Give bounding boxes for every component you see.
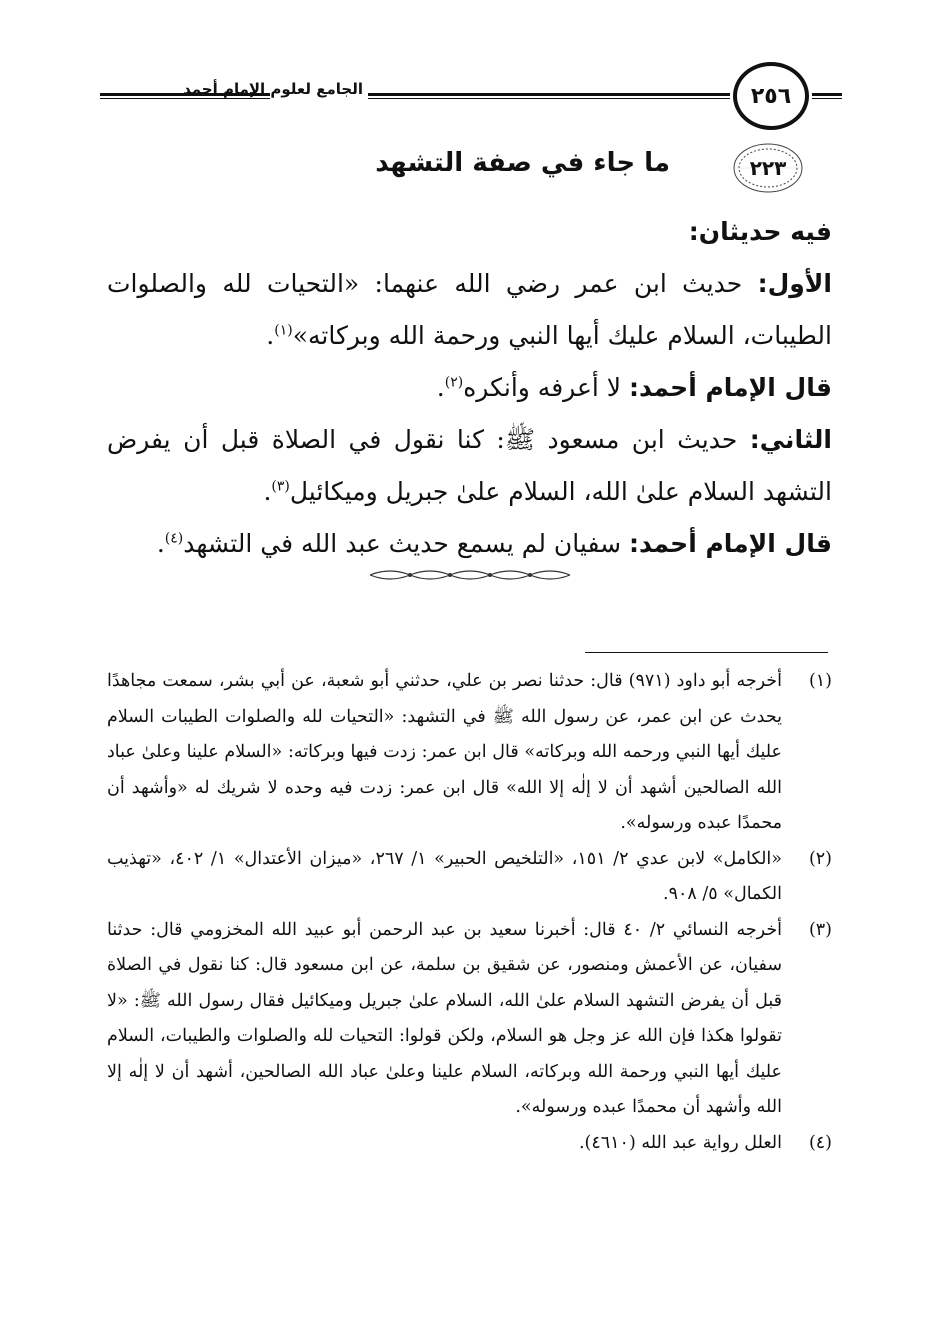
comment-paragraph xyxy=(107,362,832,414)
footnote-number: (١) xyxy=(808,671,832,691)
footnote-text: العلل رواية عبد الله (٤٦١٠). xyxy=(578,1132,782,1153)
footnote-text: أخرجه النسائي ٢/ ٤٠ قال: أخبرنا سعيد بن عبد الرحمن أبو عبيد الله المخزومي قال: حدثنا سفيان، عن الأعمش ومنصور، عن شقيق بن سلمة، عن ابن مسعود قال: كنا نقول في الصلاة قبل أن يفرض التشهد السلام علىٰ الله، السلام علىٰ جبريل وميكائيل فقال رسول الله ﷺ: «لا تقولوا هكذا فإن الله عز وجل هو السلام، ولكن قولوا: التحيات لله والصلوات والطيبات، السلام عليك أيها النبي ورحمة الله وبركاته، السلام علينا وعلىٰ عباد الله الصالحين، أشهد أن لا إلٰه إلا الله وأشهد أن محمدًا عبده ورسوله». xyxy=(107,919,782,1117)
paragraph-text: سفيان لم يسمع حديث عبد الله في التشهد xyxy=(183,529,629,558)
footnote-4 xyxy=(107,1126,832,1162)
main-text xyxy=(107,206,832,570)
chapter-title: ما جاء في صفة التشهد xyxy=(375,148,670,178)
footnote-ref: (٤) xyxy=(164,530,184,547)
chapter-number xyxy=(730,140,806,196)
paragraph-text: لا أعرفه وأنكره xyxy=(463,373,629,402)
intro-line xyxy=(107,206,832,258)
paragraph-text: حديث ابن مسعود ﷺ: كنا نقول في الصلاة قبل أن يفرض التشهد السلام علىٰ الله، السلام علىٰ جبريل وميكائيل xyxy=(107,425,832,506)
paragraph-end: . xyxy=(266,321,275,350)
header-rule xyxy=(812,93,842,99)
paragraph-end: . xyxy=(436,373,445,402)
hadith-paragraph xyxy=(107,258,832,362)
footnote-ref: (٢) xyxy=(444,374,464,391)
footnote-number: (٣) xyxy=(808,919,832,940)
paragraph-lead: قال الإمام أحمد: xyxy=(628,373,832,402)
footnote-number: (٤) xyxy=(808,1132,832,1153)
hadith-paragraph xyxy=(107,414,832,518)
footnote-ref: (١) xyxy=(274,322,293,339)
paragraph-lead: الأول: xyxy=(757,269,832,298)
paragraph-lead: قال الإمام أحمد: xyxy=(628,529,832,558)
chapter-number-text: ٢٢٣ xyxy=(749,156,787,180)
paragraph-end: . xyxy=(156,529,165,558)
footnote-ref: (٣) xyxy=(271,478,290,495)
paragraph-lead: الثاني: xyxy=(749,425,832,454)
footnote-2 xyxy=(107,842,832,913)
footnote-1 xyxy=(107,664,832,842)
intro-text: فيه حديثان: xyxy=(688,217,832,246)
footnotes xyxy=(107,664,832,1161)
page-number: ٢٥٦ xyxy=(733,62,809,130)
footnote-3 xyxy=(107,913,832,1126)
running-header xyxy=(100,58,840,138)
paragraph-text: حديث ابن عمر رضي الله عنهما: «التحيات لله والصلوات الطيبات، السلام عليك أيها النبي ورحمة الله وبركاته» xyxy=(107,269,832,350)
footnote-text: أخرجه أبو داود (٩٧١) قال: حدثنا نصر بن علي، حدثني أبو شعبة، عن أبي بشر، سمعت مجاهدًا يحدث عن ابن عمر، عن رسول الله ﷺ في التشهد: «التحيات لله والصلوات الطيبات السلام عليك أيها النبي ورحمه الله وبركاته» قال ابن عمر: زدت فيها وبركاته: «السلام علينا وعلىٰ عباد الله الصالحين أشهد أن لا إلٰه إلا الله» قال ابن عمر: زدت فيه وحده لا شريك له «وأشهد أن محمدًا عبده ورسوله». xyxy=(107,671,782,833)
footnote-separator xyxy=(585,652,828,653)
footnote-number: (٢) xyxy=(808,848,832,869)
paragraph-end: . xyxy=(263,477,272,506)
comment-paragraph xyxy=(107,518,832,570)
divider-ornament-icon xyxy=(360,565,580,585)
footnote-text: «الكامل» لابن عدي ٢/ ١٥١، «التلخيص الحبير» ١/ ٢٦٧، «ميزان الأعتدال» ١/ ٤٠٢، «تهذيب الكمال» ٥/ ٩٠٨. xyxy=(107,848,783,904)
book-title: الجامع لعلوم الإمام أحمد xyxy=(183,80,363,98)
header-rule xyxy=(368,93,730,99)
